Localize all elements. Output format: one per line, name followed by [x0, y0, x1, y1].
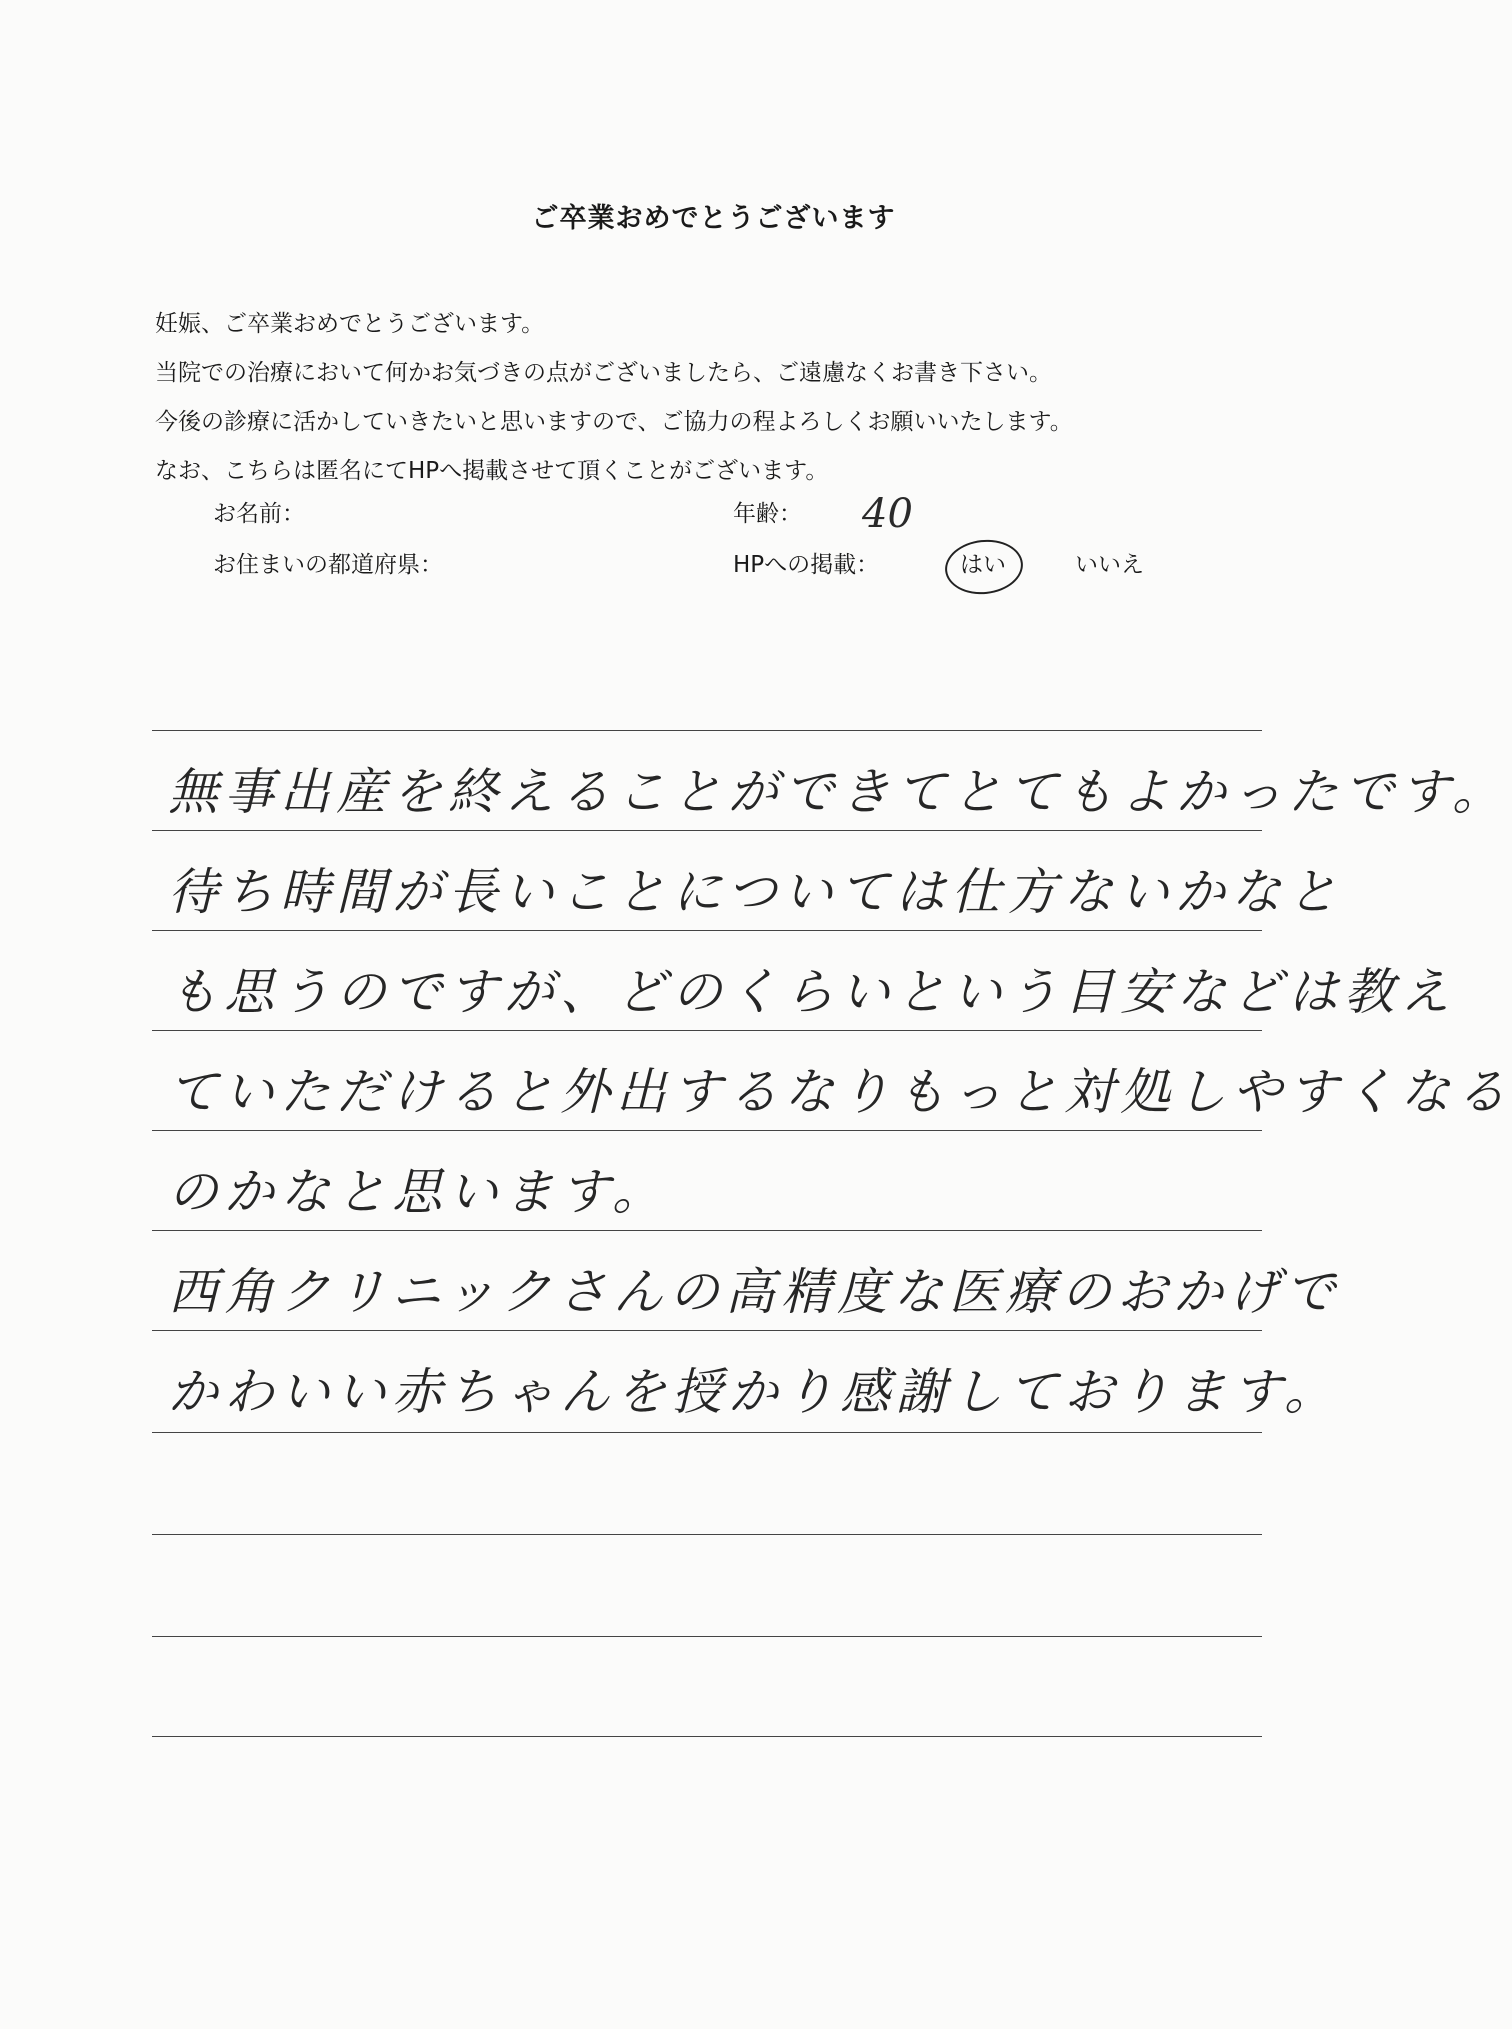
ruled-line	[152, 730, 1262, 731]
intro-text	[155, 300, 1305, 496]
comment-line: 西角クリニックさんの高精度な医療のおかげで	[168, 1263, 1341, 1321]
ruled-line	[152, 830, 1262, 831]
page-title: ご卒業おめでとうございます	[531, 203, 896, 234]
ruled-line	[152, 930, 1262, 931]
publish-no-option[interactable]: いいえ	[1075, 552, 1144, 578]
comment-line: かわいい赤ちゃんを授かり感謝しております。	[168, 1363, 1340, 1421]
name-label: お名前：	[213, 501, 305, 527]
intro-line: なお、こちらは匿名にてHPへ掲載させて頂くことがございます。	[155, 458, 829, 484]
ruled-line	[152, 1130, 1262, 1131]
selected-circle-mark	[942, 536, 1025, 598]
ruled-line	[152, 1736, 1262, 1737]
intro-line: 当院での治療において何かお気づきの点がございましたら、ご遠慮なくお書き下さい。	[155, 360, 1052, 386]
ruled-line	[152, 1330, 1262, 1331]
ruled-line	[152, 1230, 1262, 1231]
ruled-line	[152, 1636, 1262, 1637]
ruled-line	[152, 1030, 1262, 1031]
prefecture-label: お住まいの都道府県：	[213, 552, 443, 578]
ruled-line	[152, 1534, 1262, 1535]
comment-line: 無事出産を終えることができてとてもよかったです。	[168, 763, 1508, 821]
age-label: 年齢：	[733, 501, 802, 527]
comment-line: も思うのですが、どのくらいという目安などは教え	[168, 963, 1456, 1021]
intro-line: 今後の診療に活かしていきたいと思いますので、ご協力の程よろしくお願いいたします。	[155, 409, 1073, 435]
intro-line: 妊娠、ご卒業おめでとうございます。	[155, 311, 545, 337]
ruled-line	[152, 1432, 1262, 1433]
publish-yes-option[interactable]: はい	[960, 552, 1006, 578]
comment-line: 待ち時間が長いことについては仕方ないかなと	[168, 863, 1343, 921]
publish-label: HPへの掲載：	[733, 552, 880, 578]
comment-line: のかなと思います。	[168, 1163, 668, 1221]
age-value[interactable]: 40	[862, 491, 913, 537]
comment-line: ていただけると外出するなりもっと対処しやすくなる	[168, 1063, 1512, 1121]
